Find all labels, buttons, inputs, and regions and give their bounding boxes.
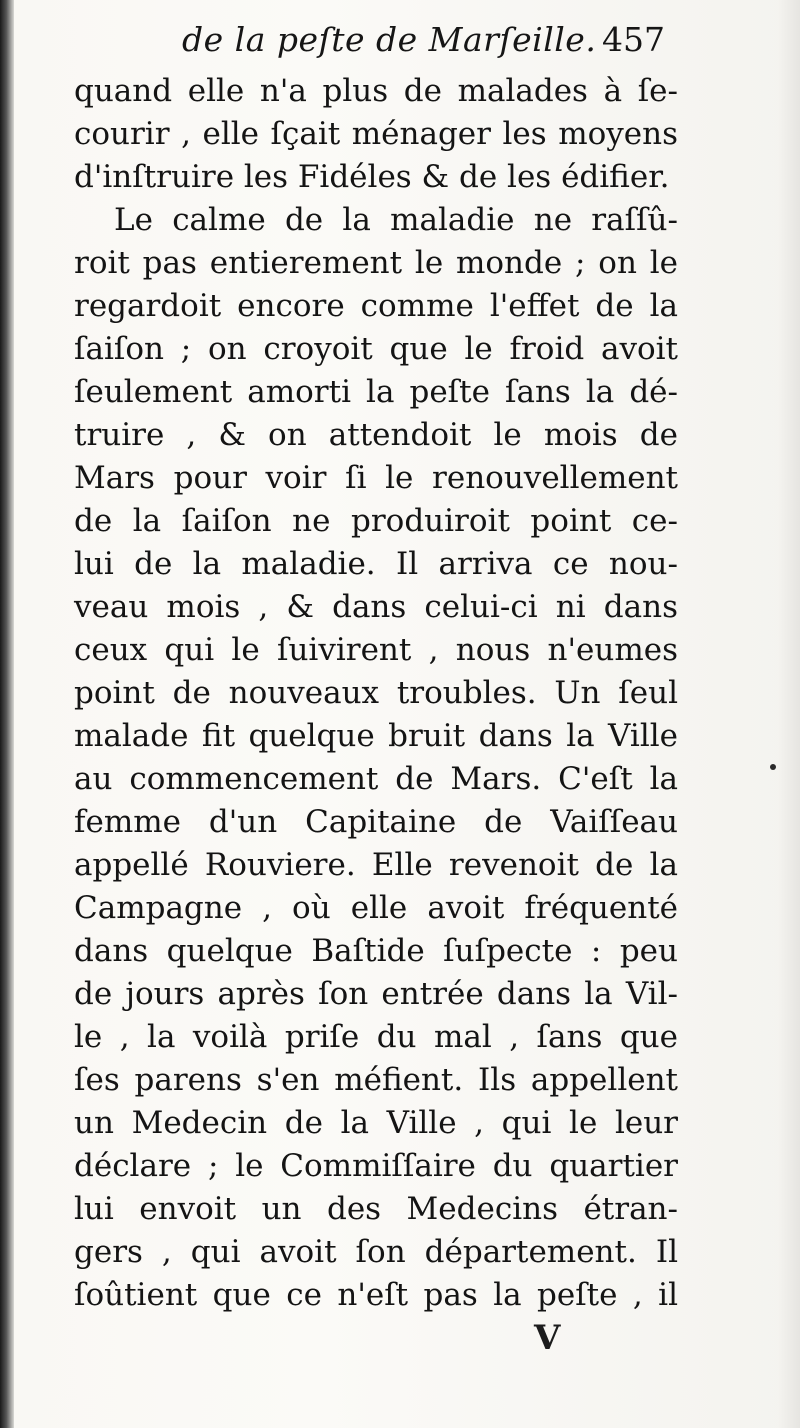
text-line: ſes parens s'en méfient. Ils appellent [74, 1062, 678, 1098]
text-line: courir , elle ſçait ménager les moyens [74, 116, 678, 152]
text-line: lui de la maladie. Il arriva ce nou- [74, 546, 678, 582]
text-line: d'inſtruire les Fidéles & de les édifier. [74, 159, 670, 195]
text-line: au commencement de Mars. C'eſt la [74, 761, 678, 797]
text-line: le , la voilà priſe du mal , ſans que [74, 1019, 678, 1055]
text-line: ceux qui le ſuivirent , nous n'eumes [74, 632, 678, 668]
text-line: ſeulement amorti la peſte ſans la dé- [74, 374, 678, 410]
text-line: veau mois , & dans celui-ci ni dans [74, 589, 678, 625]
text-line: appellé Rouviere. Elle revenoit de la [74, 847, 678, 883]
running-title: de la peſte de Marſeille. [182, 20, 597, 59]
text-line: de jours après ſon entrée dans la Vil- [74, 976, 678, 1012]
text-line: Mars pour voir ſi le renouvellement [74, 460, 678, 496]
text-line: roit pas entierement le monde ; on le [74, 245, 678, 281]
signature-mark: V [534, 1318, 561, 1358]
text-line: truire , & on attendoit le mois de [74, 417, 678, 453]
text-line: gers , qui avoit ſon département. Il [74, 1234, 678, 1270]
text-line: déclare ; le Commiſſaire du quartier [74, 1148, 678, 1184]
text-line: ſaiſon ; on croyoit que le froid avoit [74, 331, 678, 367]
text-line: point de nouveaux troubles. Un ſeul [74, 675, 678, 711]
text-line: Campagne , où elle avoit fréquenté [74, 890, 678, 926]
ink-speck-decoration [770, 764, 776, 770]
text-line: un Medecin de la Ville , qui le leur [74, 1105, 678, 1141]
text-line: ſoûtient que ce n'eſt pas la peſte , il [74, 1277, 678, 1313]
running-head [0, 20, 800, 70]
body-text [74, 70, 678, 1317]
text-line: femme d'un Capitaine de Vaiſſeau [74, 804, 678, 840]
text-line: regardoit encore comme l'effet de la [74, 288, 678, 324]
text-line: malade fit quelque bruit dans la Ville [74, 718, 678, 754]
text-line: de la ſaiſon ne produiroit point ce- [74, 503, 678, 539]
page-number: 457 [602, 20, 665, 59]
text-line: dans quelque Baſtide ſuſpecte : peu [74, 933, 678, 969]
text-line: lui envoit un des Medecins étran- [74, 1191, 678, 1227]
text-line: quand elle n'a plus de malades à ſe- [74, 73, 678, 109]
paragraph-start-line: Le calme de la maladie ne raſſû- [114, 202, 678, 238]
